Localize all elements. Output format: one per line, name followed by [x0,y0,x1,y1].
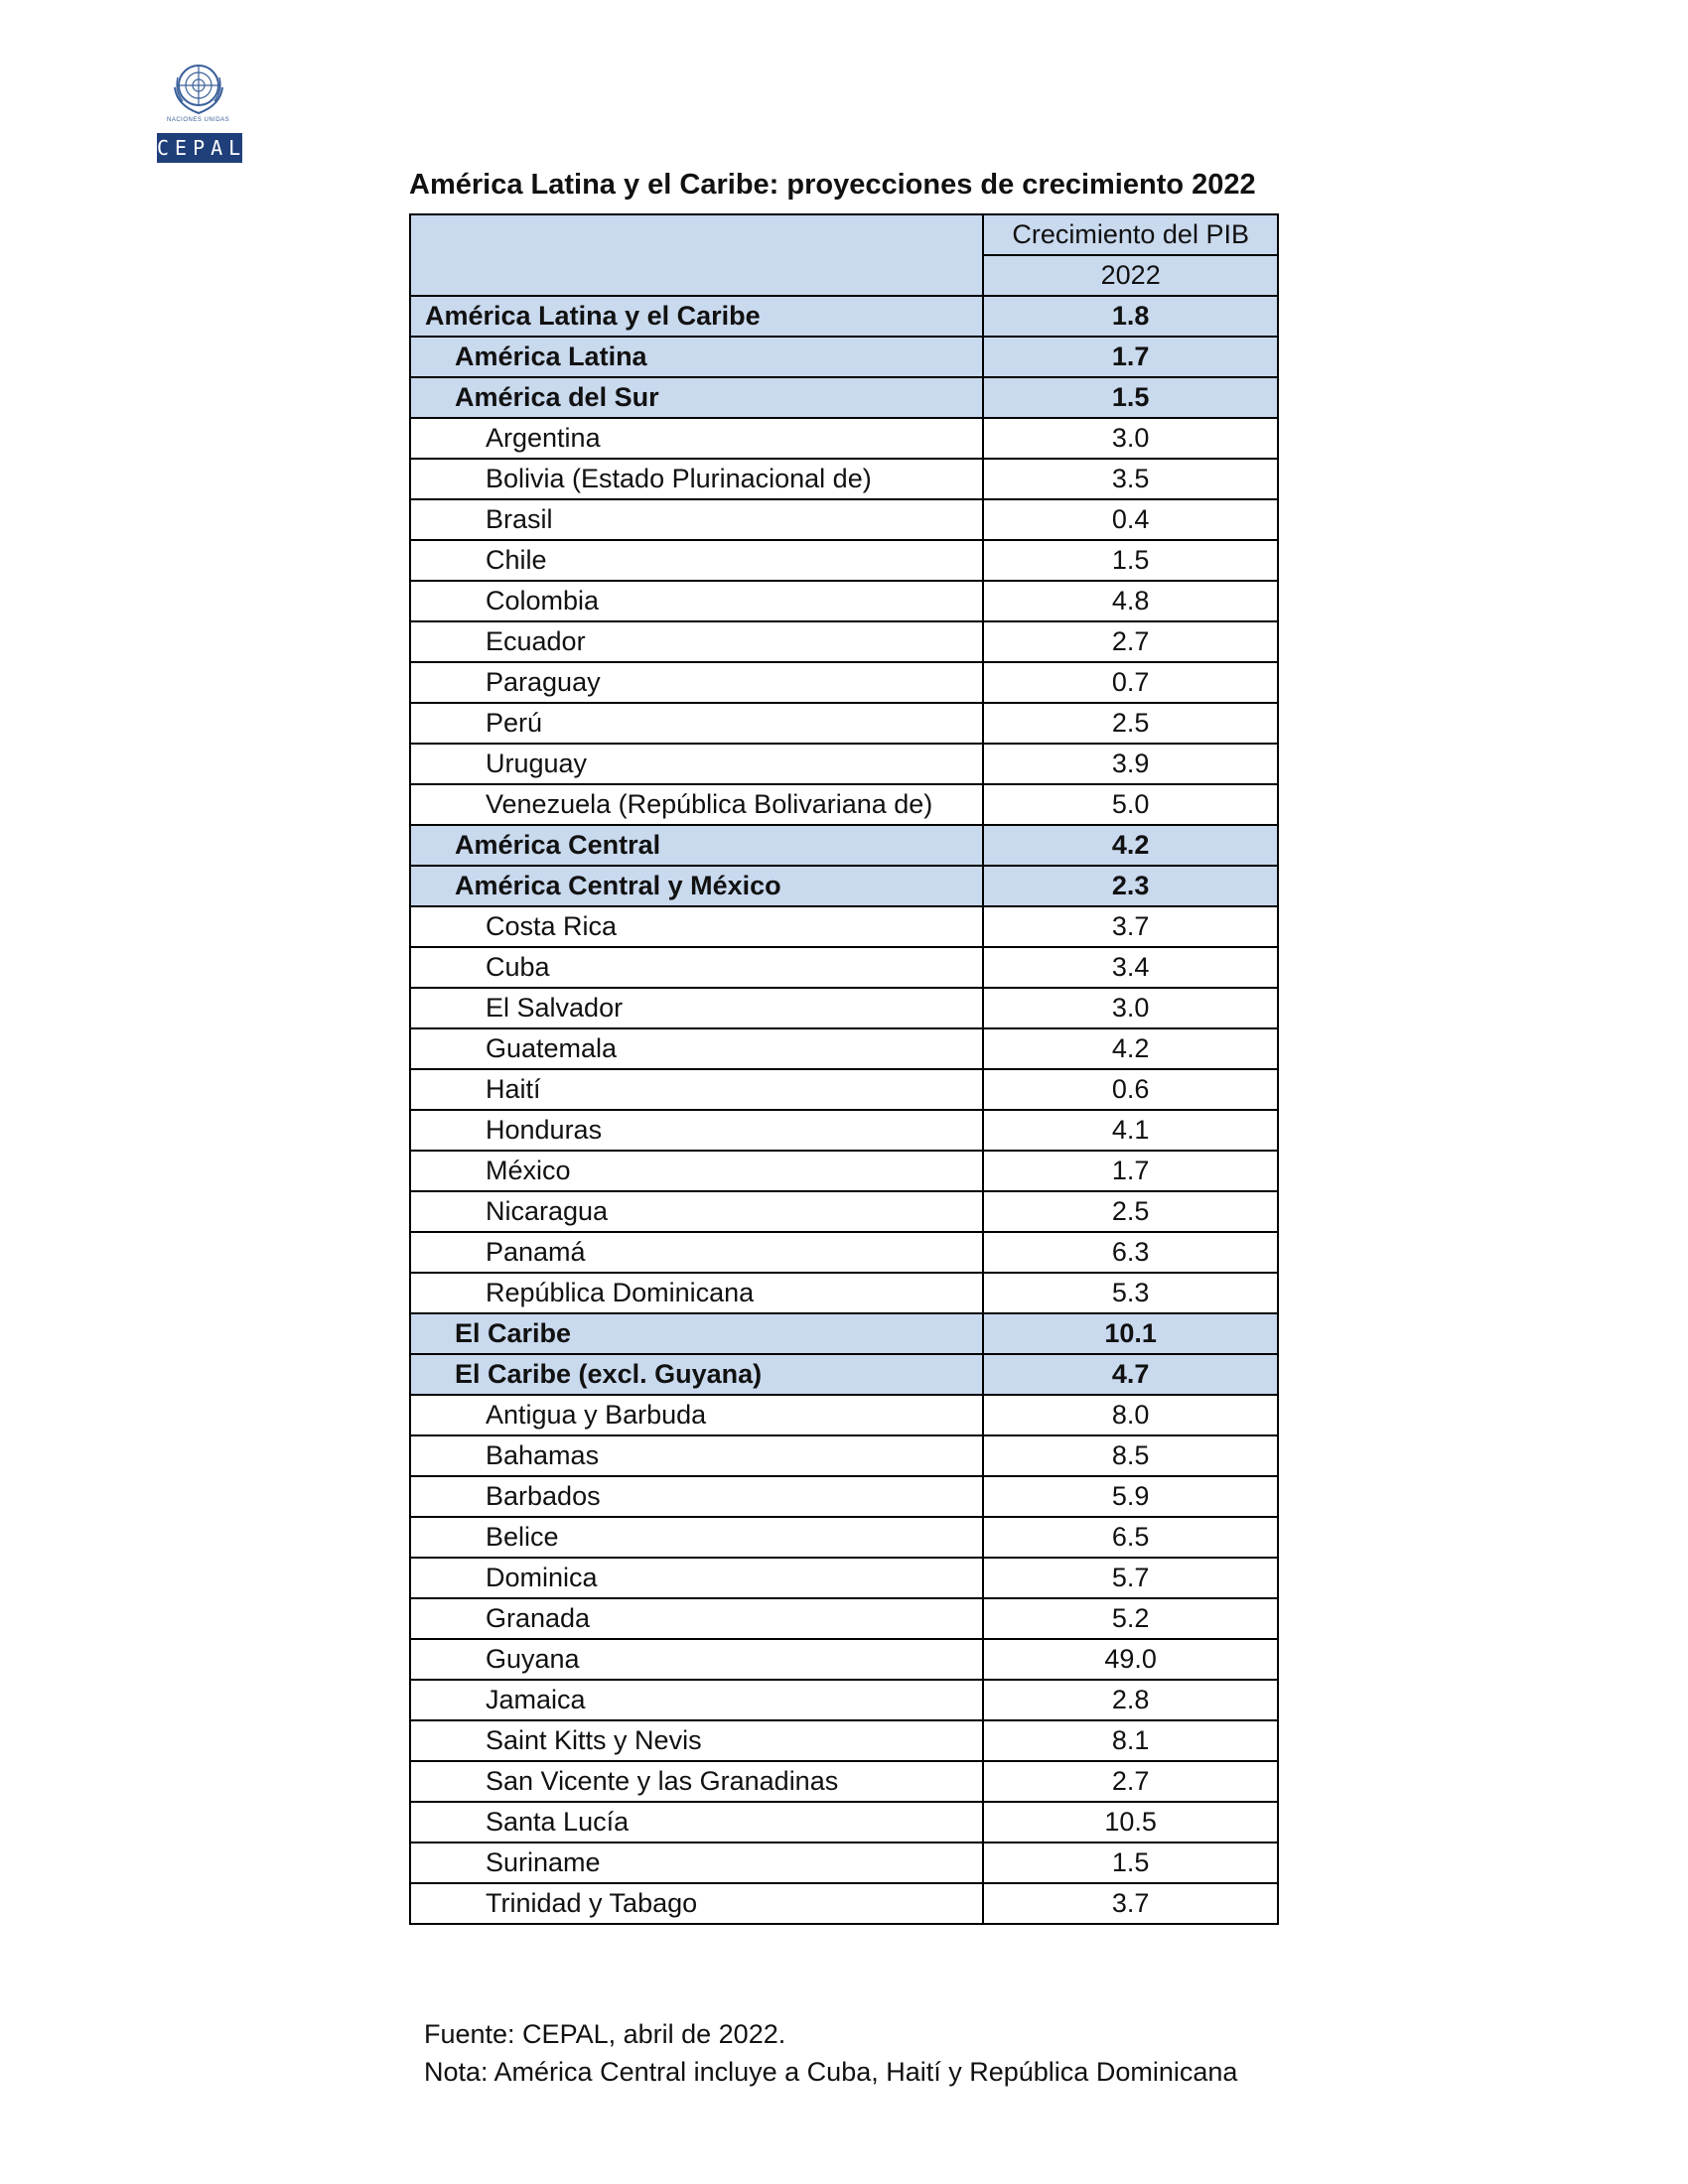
cepal-wordmark: CEPAL [157,133,242,163]
row-name: Nicaragua [410,1191,983,1232]
table-row [410,1761,1278,1802]
table-row [410,1395,1278,1435]
row-value: 4.2 [983,825,1278,866]
row-name: Bolivia (Estado Plurinacional de) [410,459,983,499]
row-name: México [410,1151,983,1191]
header-year: 2022 [983,255,1278,296]
row-name: Trinidad y Tabago [410,1883,983,1924]
table-row [410,1028,1278,1069]
table-row [410,1558,1278,1598]
row-value: 10.1 [983,1313,1278,1354]
table-row [410,540,1278,581]
row-name: Venezuela (República Bolivariana de) [410,784,983,825]
row-value: 5.7 [983,1558,1278,1598]
gdp-table [409,213,1279,1925]
row-name: América Latina y el Caribe [410,296,983,337]
table-row [410,1232,1278,1273]
row-value: 3.0 [983,418,1278,459]
row-name: San Vicente y las Granadinas [410,1761,983,1802]
row-name: Granada [410,1598,983,1639]
table-row [410,1151,1278,1191]
row-value: 4.7 [983,1354,1278,1395]
row-name: Guatemala [410,1028,983,1069]
row-name: Saint Kitts y Nevis [410,1720,983,1761]
row-value: 1.8 [983,296,1278,337]
table-row [410,825,1278,866]
row-name: Belice [410,1517,983,1558]
row-value: 49.0 [983,1639,1278,1680]
row-value: 0.6 [983,1069,1278,1110]
row-name: Perú [410,703,983,744]
row-value: 5.9 [983,1476,1278,1517]
row-name: El Salvador [410,988,983,1028]
cepal-logo [157,58,246,163]
row-name: Dominica [410,1558,983,1598]
row-name: Guyana [410,1639,983,1680]
row-name: Panamá [410,1232,983,1273]
row-value: 1.7 [983,337,1278,377]
table-row [410,947,1278,988]
row-value: 6.3 [983,1232,1278,1273]
row-value: 2.7 [983,621,1278,662]
row-name: Cuba [410,947,983,988]
row-value: 8.1 [983,1720,1278,1761]
row-value: 8.5 [983,1435,1278,1476]
table-row [410,1354,1278,1395]
table-row [410,459,1278,499]
table-row [410,744,1278,784]
org-small-text: NACIONES UNIDAS [167,117,230,123]
table-row [410,1843,1278,1883]
row-name: Paraguay [410,662,983,703]
footnotes [424,2015,1237,2091]
row-value: 5.3 [983,1273,1278,1313]
table-row [410,1313,1278,1354]
row-name: América Central [410,825,983,866]
row-name: Uruguay [410,744,983,784]
row-value: 4.2 [983,1028,1278,1069]
table-header-row [410,214,1278,255]
row-value: 3.9 [983,744,1278,784]
table-row [410,1069,1278,1110]
table-row [410,621,1278,662]
table-row [410,581,1278,621]
row-value: 3.0 [983,988,1278,1028]
row-name: Honduras [410,1110,983,1151]
row-name: Antigua y Barbuda [410,1395,983,1435]
row-value: 3.7 [983,906,1278,947]
nota-note: Nota: América Central incluye a Cuba, Haití y República Dominicana [424,2057,1238,2087]
table-row [410,296,1278,337]
row-name: Costa Rica [410,906,983,947]
row-name: Haití [410,1069,983,1110]
table-row [410,1273,1278,1313]
row-value: 2.8 [983,1680,1278,1720]
header-empty-cell [410,214,983,296]
row-name: América Central y México [410,866,983,906]
row-value: 2.5 [983,1191,1278,1232]
table-row [410,988,1278,1028]
row-value: 1.5 [983,377,1278,418]
table-row [410,1110,1278,1151]
row-name: Jamaica [410,1680,983,1720]
source-note: Fuente: CEPAL, abril de 2022. [424,2019,786,2049]
table-row [410,866,1278,906]
page-title: América Latina y el Caribe: proyecciones de crecimiento 2022 [409,169,1256,201]
table-row [410,1191,1278,1232]
row-value: 2.7 [983,1761,1278,1802]
table-row [410,1517,1278,1558]
row-value: 4.8 [983,581,1278,621]
row-value: 10.5 [983,1802,1278,1843]
row-name: El Caribe (excl. Guyana) [410,1354,983,1395]
row-name: Brasil [410,499,983,540]
row-name: América del Sur [410,377,983,418]
row-name: Colombia [410,581,983,621]
table-row [410,1639,1278,1680]
table-row [410,337,1278,377]
row-value: 2.5 [983,703,1278,744]
row-value: 1.7 [983,1151,1278,1191]
table-row [410,1883,1278,1924]
un-emblem-icon [169,58,228,117]
row-value: 1.5 [983,540,1278,581]
table-row [410,662,1278,703]
row-value: 3.5 [983,459,1278,499]
row-name: Bahamas [410,1435,983,1476]
row-value: 8.0 [983,1395,1278,1435]
row-value: 5.2 [983,1598,1278,1639]
table-row [410,418,1278,459]
row-name: Suriname [410,1843,983,1883]
header-gdp-growth: Crecimiento del PIB [983,214,1278,255]
row-name: América Latina [410,337,983,377]
row-value: 5.0 [983,784,1278,825]
row-value: 0.4 [983,499,1278,540]
row-name: Ecuador [410,621,983,662]
table-row [410,784,1278,825]
table-row [410,1680,1278,1720]
row-value: 3.4 [983,947,1278,988]
table-row [410,1476,1278,1517]
row-name: Barbados [410,1476,983,1517]
table-row [410,703,1278,744]
row-value: 3.7 [983,1883,1278,1924]
row-value: 6.5 [983,1517,1278,1558]
table-row [410,499,1278,540]
row-value: 4.1 [983,1110,1278,1151]
row-name: Argentina [410,418,983,459]
row-name: Chile [410,540,983,581]
table-row [410,377,1278,418]
row-value: 0.7 [983,662,1278,703]
table-row [410,1802,1278,1843]
table-row [410,1435,1278,1476]
row-value: 1.5 [983,1843,1278,1883]
table-row [410,1720,1278,1761]
row-value: 2.3 [983,866,1278,906]
table-row [410,906,1278,947]
row-name: República Dominicana [410,1273,983,1313]
table-row [410,1598,1278,1639]
row-name: Santa Lucía [410,1802,983,1843]
row-name: El Caribe [410,1313,983,1354]
